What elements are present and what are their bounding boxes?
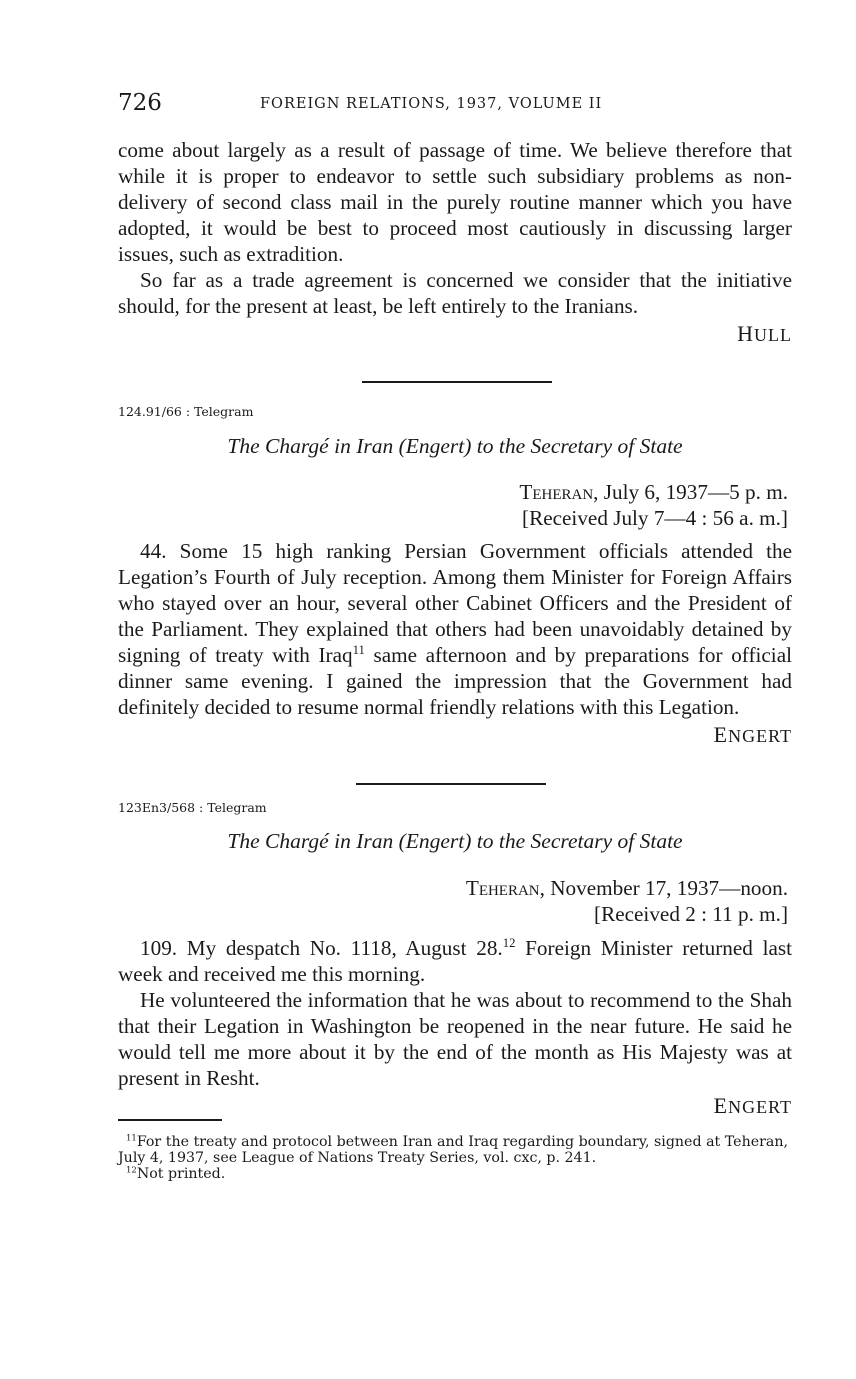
document-title: The Chargé in Iran (Engert) to the Secretary of State <box>227 434 683 458</box>
footnote <box>118 1166 788 1182</box>
dateline-date: , November 17, 1937—noon. <box>539 876 788 900</box>
paragraph-text: 109. My despatch No. 1118, August 28. <box>140 936 503 960</box>
paragraph-text: Foreign Minister returned last week and received me this morning. <box>118 936 792 986</box>
signature: ENGERT <box>713 1093 792 1118</box>
footnote <box>118 1134 788 1166</box>
document-page <box>118 0 792 1379</box>
footnote-rule <box>118 1119 222 1121</box>
footnote-ref: 11 <box>352 642 365 657</box>
signature: HULL <box>737 321 792 346</box>
body-paragraph: come about largely as a result of passage of time. We believe therefore that while it is proper to endeavor to settle such subsidiary problems as non-delivery of second class mail in the purely routine manner which you have adopted, it would be best to proceed most cautiously in discussing larger issues, such as extradition. <box>118 138 792 266</box>
signature: ENGERT <box>713 722 792 747</box>
section-divider <box>356 783 546 785</box>
footnotes <box>118 1134 788 1182</box>
dateline-date: , July 6, 1937—5 p. m. <box>593 480 788 504</box>
footnote-number: 12 <box>126 1165 137 1176</box>
dateline <box>466 875 788 927</box>
running-title: FOREIGN RELATIONS, 1937, VOLUME II <box>260 96 603 112</box>
dateline-place: Teheran <box>519 480 594 504</box>
body-paragraph <box>118 538 792 720</box>
file-number: 124.91/66 : Telegram <box>118 404 254 419</box>
telegram-body <box>118 935 792 1119</box>
document-continuation <box>118 137 792 347</box>
body-paragraph <box>118 935 792 987</box>
telegram-body <box>118 538 792 748</box>
section-divider <box>362 381 552 383</box>
received-line: [Received 2 : 11 p. m.] <box>594 902 788 926</box>
footnote-text: For the treaty and protocol between Iran and Iraq regarding boundary, signed at Teheran, July 4, 1937, see League of Nations Treaty Series, vol. cxc, p. 241. <box>118 1134 788 1166</box>
received-line: [Received July 7—4 : 56 a. m.] <box>522 506 788 530</box>
body-paragraph: He volunteered the information that he was about to recommend to the Shah that their Legation in Washington be reopened in the near future. He said he would tell me more about it by the end of the month as His Majesty was at present in Resht. <box>118 988 792 1090</box>
footnote-text: Not printed. <box>136 1166 226 1182</box>
paragraph-text: same afternoon and by preparations for official dinner same evening. I gained the impression that the Government had definitely decided to resume normal friendly relations with this Legation. <box>118 643 792 719</box>
page-number: 726 <box>118 90 162 116</box>
document-title: The Chargé in Iran (Engert) to the Secretary of State <box>227 829 683 853</box>
footnote-ref: 12 <box>502 935 516 950</box>
footnote-number: 11 <box>126 1133 137 1144</box>
paragraph-text: 44. Some 15 high ranking Persian Government officials attended the Legation’s Fourth of July reception. Among them Minister for Foreign Affairs who stayed over an hour, several other Cabinet Officers and the President of the Parliament. They explained that others had been unavoidably detained by signing of treaty with Iraq <box>118 539 792 667</box>
file-number: 123En3/568 : Telegram <box>118 800 267 815</box>
body-paragraph: So far as a trade agreement is concerned we consider that the initiative should, for the present at least, be left entirely to the Iranians. <box>118 268 792 318</box>
running-head <box>118 86 792 126</box>
dateline-place: Teheran <box>465 876 540 900</box>
dateline <box>519 479 788 531</box>
